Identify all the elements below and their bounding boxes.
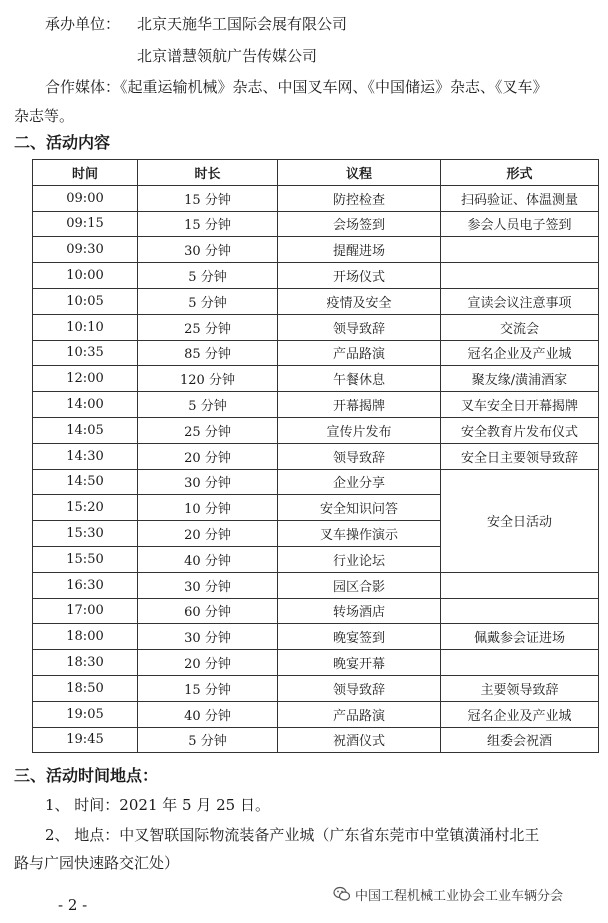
cell-time: 10:05 <box>33 288 138 314</box>
cell-duration: 25 分钟 <box>138 417 278 443</box>
schedule-table <box>32 159 599 753</box>
table-row <box>33 650 599 676</box>
cell-duration: 40 分钟 <box>138 546 278 572</box>
cell-agenda: 开场仪式 <box>278 263 441 289</box>
time-line: 1、 时间：2021 年 5 月 25 日。 <box>45 796 270 814</box>
cell-form <box>441 650 599 676</box>
header-time: 时间 <box>33 160 138 186</box>
cell-agenda: 产品路演 <box>278 701 441 727</box>
cell-form <box>441 572 599 598</box>
table-row <box>33 314 599 340</box>
cell-form: 聚友缘/潢浦酒家 <box>441 366 599 392</box>
table-row <box>33 572 599 598</box>
cell-agenda: 会场签到 <box>278 211 441 237</box>
cell-duration: 30 分钟 <box>138 624 278 650</box>
cell-time: 18:30 <box>33 650 138 676</box>
cell-form: 安全日主要领导致辞 <box>441 443 599 469</box>
cell-duration: 10 分钟 <box>138 495 278 521</box>
cell-form <box>441 237 599 263</box>
table-row <box>33 417 599 443</box>
cell-form: 主要领导致辞 <box>441 675 599 701</box>
cell-form <box>441 598 599 624</box>
cell-agenda: 转场酒店 <box>278 598 441 624</box>
place-line-2: 路与广园快速路交汇处） <box>14 854 180 872</box>
cell-agenda: 疫情及安全 <box>278 288 441 314</box>
cell-time: 19:05 <box>33 701 138 727</box>
cell-time: 14:05 <box>33 417 138 443</box>
cell-agenda: 领导致辞 <box>278 675 441 701</box>
cell-duration: 15 分钟 <box>138 185 278 211</box>
cell-time: 15:20 <box>33 495 138 521</box>
table-row <box>33 624 599 650</box>
cell-form: 冠名企业及产业城 <box>441 701 599 727</box>
cell-agenda: 晚宴签到 <box>278 624 441 650</box>
cell-time: 09:00 <box>33 185 138 211</box>
organizer-2: 北京谱慧领航广告传媒公司 <box>137 47 318 65</box>
cell-agenda: 安全知识问答 <box>278 495 441 521</box>
cell-duration: 120 分钟 <box>138 366 278 392</box>
cell-duration: 30 分钟 <box>138 237 278 263</box>
cell-form: 叉车安全日开幕揭牌 <box>441 392 599 418</box>
organizer-label: 承办单位： <box>45 15 121 33</box>
cell-form: 组委会祝酒 <box>441 727 599 753</box>
cell-duration: 30 分钟 <box>138 572 278 598</box>
header-agenda: 议程 <box>278 160 441 186</box>
cell-duration: 5 分钟 <box>138 263 278 289</box>
table-row <box>33 288 599 314</box>
header-form: 形式 <box>441 160 599 186</box>
cell-time: 16:30 <box>33 572 138 598</box>
cell-duration: 20 分钟 <box>138 443 278 469</box>
cell-time: 10:10 <box>33 314 138 340</box>
cell-duration: 15 分钟 <box>138 675 278 701</box>
place-line-1: 2、 地点：中叉智联国际物流装备产业城（广东省东莞市中堂镇潢涌村北王 <box>45 826 540 844</box>
table-row <box>33 675 599 701</box>
cell-time: 18:50 <box>33 675 138 701</box>
cell-agenda: 领导致辞 <box>278 443 441 469</box>
header-duration: 时长 <box>138 160 278 186</box>
cell-agenda: 防控检查 <box>278 185 441 211</box>
table-row <box>33 211 599 237</box>
table-row <box>33 443 599 469</box>
table-row <box>33 727 599 753</box>
cell-time: 17:00 <box>33 598 138 624</box>
cell-time: 15:30 <box>33 521 138 547</box>
cell-duration: 5 分钟 <box>138 727 278 753</box>
cell-agenda: 宣传片发布 <box>278 417 441 443</box>
cell-agenda: 产品路演 <box>278 340 441 366</box>
cell-time: 14:50 <box>33 469 138 495</box>
cell-form: 扫码验证、体温测量 <box>441 185 599 211</box>
cell-time: 09:15 <box>33 211 138 237</box>
cell-form: 宣读会议注意事项 <box>441 288 599 314</box>
cell-form: 冠名企业及产业城 <box>441 340 599 366</box>
table-row <box>33 263 599 289</box>
cell-form: 安全教育片发布仪式 <box>441 417 599 443</box>
cell-agenda: 企业分享 <box>278 469 441 495</box>
table-row <box>33 392 599 418</box>
cell-time: 14:00 <box>33 392 138 418</box>
cell-duration: 20 分钟 <box>138 650 278 676</box>
table-row <box>33 469 599 495</box>
cell-duration: 25 分钟 <box>138 314 278 340</box>
table-row <box>33 701 599 727</box>
media-line-2: 杂志等。 <box>14 107 75 125</box>
cell-form <box>441 263 599 289</box>
cell-time: 12:00 <box>33 366 138 392</box>
cell-time: 09:30 <box>33 237 138 263</box>
section-2-title: 二、活动内容 <box>14 133 111 152</box>
cell-agenda: 行业论坛 <box>278 546 441 572</box>
cell-duration: 60 分钟 <box>138 598 278 624</box>
cell-agenda: 叉车操作演示 <box>278 521 441 547</box>
media-line-1: 合作媒体：《起重运输机械》杂志、中国叉车网、《中国储运》杂志、《叉车》 <box>45 78 548 96</box>
cell-duration: 15 分钟 <box>138 211 278 237</box>
table-row <box>33 366 599 392</box>
cell-agenda: 提醒进场 <box>278 237 441 263</box>
table-row <box>33 340 599 366</box>
cell-agenda: 晚宴开幕 <box>278 650 441 676</box>
cell-form-merged: 安全日活动 <box>441 469 599 572</box>
cell-time: 10:00 <box>33 263 138 289</box>
table-header-row <box>33 160 599 186</box>
page-number: - 2 - <box>58 896 88 914</box>
cell-agenda: 园区合影 <box>278 572 441 598</box>
cell-agenda: 领导致辞 <box>278 314 441 340</box>
cell-agenda: 祝酒仪式 <box>278 727 441 753</box>
section-3-title: 三、活动时间地点： <box>14 766 159 785</box>
watermark: 中国工程机械工业协会工业车辆分会 <box>355 889 564 904</box>
cell-duration: 30 分钟 <box>138 469 278 495</box>
table-row <box>33 598 599 624</box>
table-body <box>33 185 599 753</box>
wechat-icon <box>333 885 351 903</box>
cell-time: 19:45 <box>33 727 138 753</box>
cell-form: 佩戴参会证进场 <box>441 624 599 650</box>
table-row <box>33 237 599 263</box>
organizer-1: 北京天施华工国际会展有限公司 <box>137 15 348 33</box>
cell-time: 18:00 <box>33 624 138 650</box>
cell-duration: 85 分钟 <box>138 340 278 366</box>
cell-time: 14:30 <box>33 443 138 469</box>
table-row <box>33 185 599 211</box>
cell-duration: 5 分钟 <box>138 288 278 314</box>
cell-form: 参会人员电子签到 <box>441 211 599 237</box>
cell-agenda: 开幕揭牌 <box>278 392 441 418</box>
cell-time: 15:50 <box>33 546 138 572</box>
cell-time: 10:35 <box>33 340 138 366</box>
cell-duration: 40 分钟 <box>138 701 278 727</box>
cell-agenda: 午餐休息 <box>278 366 441 392</box>
cell-form: 交流会 <box>441 314 599 340</box>
cell-duration: 5 分钟 <box>138 392 278 418</box>
cell-duration: 20 分钟 <box>138 521 278 547</box>
